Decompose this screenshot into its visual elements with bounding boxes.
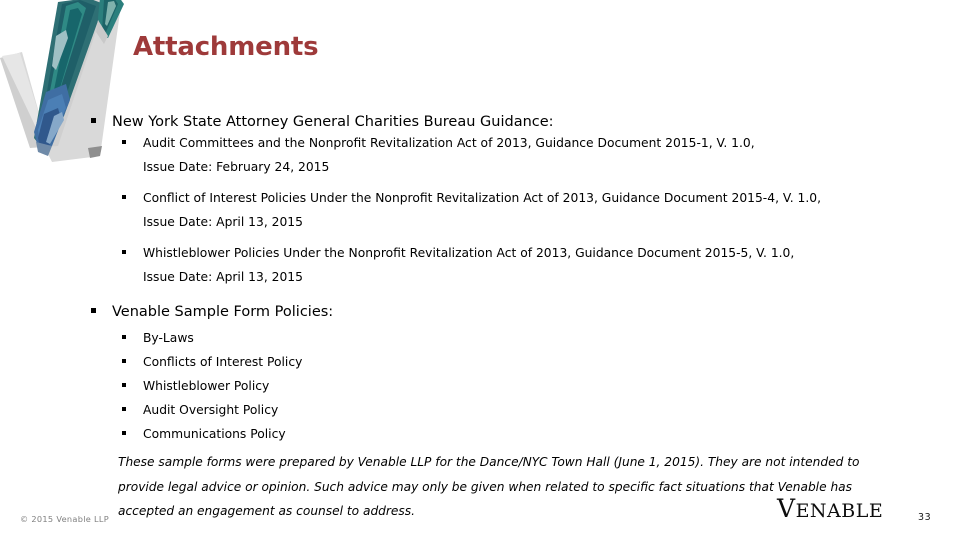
- issue-date: Issue Date: April 13, 2015: [143, 215, 303, 229]
- slide-body: [0, 112, 960, 524]
- list-item: [0, 244, 960, 262]
- section-heading-guidance: [0, 112, 960, 132]
- copyright-notice: © 2015 Venable LLP: [20, 514, 110, 524]
- list-item-label: Conflict of Interest Policies Under the Nonprofit Revitalization Act of 2013, Guidance Document 2015-4, V. 1.0,: [143, 191, 821, 205]
- square-bullet-icon: [91, 118, 96, 123]
- list-item: [0, 401, 960, 419]
- section-venable-sample-forms: [0, 302, 960, 524]
- section-heading-venable: [0, 302, 960, 322]
- venable-wordmark-rest: ENABLE: [795, 500, 884, 522]
- list-item-label: Audit Committees and the Nonprofit Revitalization Act of 2013, Guidance Document 2015-1, V. 1.0,: [143, 136, 755, 150]
- square-bullet-icon: [91, 308, 96, 313]
- issue-date: Issue Date: February 24, 2015: [143, 160, 330, 174]
- list-item: [0, 377, 960, 395]
- square-bullet-icon: [122, 195, 126, 199]
- square-bullet-icon: [122, 383, 126, 387]
- guidance-entry: [0, 244, 960, 286]
- guidance-entry: [0, 134, 960, 176]
- list-item-label: By-Laws: [143, 331, 194, 345]
- list-item: [0, 189, 960, 207]
- list-item: [0, 329, 960, 347]
- disclaimer-text: These sample forms were prepared by Venable LLP for the Dance/NYC Town Hall (June 1, 2015). They are not intended to provide legal advice or opinion. Such advice may only be given when related to specific fact situations that Venable has accepted an engagement as counsel to address.: [118, 455, 860, 519]
- policy-list: [0, 329, 960, 443]
- square-bullet-icon: [122, 431, 126, 435]
- section-heading-guidance-label: New York State Attorney General Charities Bureau Guidance:: [112, 114, 554, 130]
- section-ny-ag-guidance: [0, 112, 960, 286]
- page-number: 33: [918, 512, 932, 523]
- page-title: Attachments: [133, 32, 319, 62]
- square-bullet-icon: [122, 335, 126, 339]
- guidance-entry: [0, 189, 960, 231]
- list-item: [0, 425, 960, 443]
- list-item-label: Conflicts of Interest Policy: [143, 355, 303, 369]
- issue-date: Issue Date: April 13, 2015: [143, 270, 303, 284]
- venable-wordmark-initial: V: [777, 494, 796, 523]
- list-item-label: Communications Policy: [143, 427, 286, 441]
- square-bullet-icon: [122, 407, 126, 411]
- square-bullet-icon: [122, 140, 126, 144]
- square-bullet-icon: [122, 250, 126, 254]
- square-bullet-icon: [122, 359, 126, 363]
- list-item: [0, 134, 960, 152]
- venable-wordmark: [777, 496, 883, 521]
- list-item-label: Whistleblower Policies Under the Nonprofit Revitalization Act of 2013, Guidance Document 2015-5, V. 1.0,: [143, 246, 795, 260]
- section-heading-venable-label: Venable Sample Form Policies:: [112, 304, 334, 320]
- list-item-label: Audit Oversight Policy: [143, 403, 279, 417]
- list-item-label: Whistleblower Policy: [143, 379, 270, 393]
- list-item: [0, 353, 960, 371]
